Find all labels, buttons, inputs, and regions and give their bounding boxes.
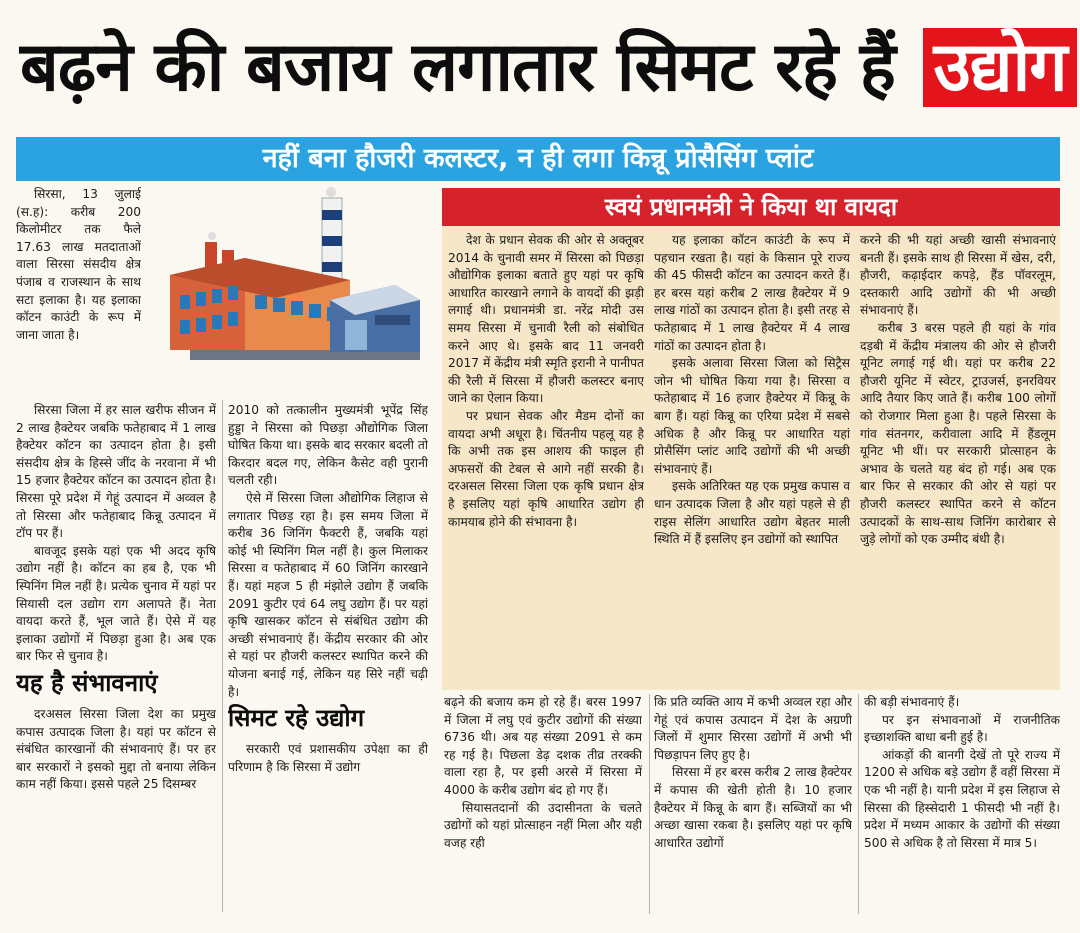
- paragraph: इसके अलावा सिरसा जिला को सिट्रैस जोन भी घोषित किया गया है। सिरसा व फतेहाबाद में 16 हजार हैक्टेयर में किन्नू के बाग हैं। यहां किन्नू का एरिया प्रदेश में सबसे अधिक है और किन्नू पर आधारित यहां प्रोसैसिंग प्लांट आदि उद्योगों की भी अच्छी संभावनाएं हैं।: [654, 356, 850, 476]
- paragraph: कि प्रति व्यक्ति आय में कभी अव्वल रहा और गेहूं एवं कपास उत्पादन में देश के अग्रणी जिलों में शुमार सिरसा उद्योगों में अभी भी पिछड़ापन लिए हुए है।: [654, 695, 852, 762]
- subheadline: नहीं बना हौजरी कलस्टर, न ही लगा किन्नू प्रोसैसिंग प्लांट: [16, 137, 1060, 181]
- paragraph: दरअसल सिरसा जिला देश का प्रमुख कपास उत्पादक जिला है। यहां पर कॉटन से संबंधित कारखानों की संभावनाएं हैं। पर हर बार सरकारों ने इसको मुद्दा तो बनाया लेकिन काम नहीं किया। इससे पहले 25 दिसम्बर: [16, 706, 216, 792]
- lower-column-3: [864, 694, 1060, 914]
- headline-main: बढ़ने की बजाय लगातार सिमट रहे हैं: [20, 28, 895, 107]
- paragraph: सिरसा जिला में हर साल खरीफ सीजन में 2 लाख हैक्टेयर जबकि फतेहाबाद में 1 लाख हैक्टेयर कॉटन का उत्पादन होता है। इसी संसदीय क्षेत्र के हिस्से जींद के नरवाना में भी 15 हजार हैक्टेयर कॉटन का उत्पादन होता है। सिरसा पूरे प्रदेश में गेहूं उत्पादन में अव्वल है तो सिरसा और फतेहाबाद किन्नू उत्पादन में टॉप पर हैं।: [16, 403, 216, 541]
- box-column-1: [448, 232, 644, 687]
- factory-icon: [150, 180, 425, 390]
- paragraph: सिरसा में हर बरस करीब 2 लाख हैक्टेयर में कपास की खेती होती है। 10 हजार हैक्टेयर में किन्नू के बाग हैं। सब्जियों का भी अच्छा खासा रकबा है। इसलिए यहां पर कृषि आधारित उद्योगों: [654, 765, 852, 850]
- subheading-shrinking-industries: सिमट रहे उद्योग: [228, 704, 365, 733]
- paragraph: की बड़ी संभावनाएं हैं।: [864, 695, 960, 709]
- box-title: स्वयं प्रधानमंत्री ने किया था वायदा: [442, 188, 1060, 226]
- paragraph: 2010 को तत्कालीन मुख्यमंत्री भूपेंद्र सिंह हुड्डा ने सिरसा को पिछड़ा औद्योगिक जिला घोषित किया था। इसके बाद सरकार बदली तो किरदार बदल गए, लेकिन कैसेट वही पुरानी चलती रही।: [228, 403, 428, 488]
- paragraph: करने की भी यहां अच्छी खासी संभावनाएं बनती हैं। इसके साथ ही सिरसा में खेस, दरी, हौजरी, कढ़ाईदार कपड़े, हैंड पॉवरलूम, दस्तकारी आदि उद्योगों की भी अच्छी संभावनाएं हैं।: [860, 233, 1056, 318]
- lower-column-1: [444, 694, 642, 914]
- article-column-1-lower: [16, 402, 216, 912]
- column-divider: [649, 694, 650, 914]
- paragraph: करीब 3 बरस पहले ही यहां के गांव दड़बी में केंद्रीय मंत्रालय की ओर से हौजरी यूनिट लगाई गई थी। यहां पर करीब 22 हौजरी यूनिट में स्वेटर, ट्राउजर्स, इनरवियर आदि तैयार किए जाते हैं। करीब 100 लोगों को रोजगार मिला हुआ है। पहले सिरसा के गांव संतनगर, करीवाला आदि में हैंडलूम यूनिट भी थीं। पर सरकारी प्रोत्साहन के अभाव के चलते यह बंद हो गई। अब एक बार फिर से सरकार की ओर से यहां पर हौजरी कलस्टर स्थापित करने से कॉटन उत्पादकों के साथ-साथ जिनिंग कारोबार से जुड़े लोगों को एक उम्मीद बंधी है।: [860, 320, 1056, 547]
- headline-highlight: उद्योग: [923, 28, 1076, 107]
- lower-column-2: [654, 694, 852, 914]
- paragraph: देश के प्रधान सेवक की ओर से अक्तूबर 2014 के चुनावी समर में सिरसा को पिछड़ा औद्योगिक इलाका बताते हुए यहां पर कृषि आधारित कारखाने लगाने के वायदों की झड़ी लगाई थी। प्रधानमंत्री डा. नरेंद्र मोदी उस समय सिरसा में चुनावी रैली को संबोधित करने आए थे। इसके बाद 11 जनवरी 2017 में केंद्रीय मंत्री स्मृति इरानी ने पानीपत की रैली में सिरसा में हौजरी कलस्टर बनाए जाने का ऐलान किया।: [448, 233, 644, 406]
- article-column-1: [16, 186, 141, 401]
- paragraph: इसके अतिरिक्त यह एक प्रमुख कपास व धान उत्पादक जिला है और यहां पहले से ही राइस सेलिंग आधारित उद्योग बेहतर माली स्थिति में हैं इसलिए इन उद्योगों को स्थापित: [654, 479, 850, 547]
- box-column-2: [654, 232, 850, 687]
- paragraph: पर इन संभावनाओं में राजनीतिक इच्छाशक्ति बाधा बनी हुई है।: [864, 712, 1060, 745]
- headline: [20, 18, 1070, 118]
- paragraph: बावजूद इसके यहां एक भी अदद कृषि उद्योग नहीं है। कॉटन का हब है, एक भी स्पिनिंग मिल नहीं है। प्रत्येक चुनाव में यहां पर सियासी दल उद्योग राग अलापते हैं। नेता वायदा करते हैं, भूल जाते हैं। ऐसे में यह इलाका उद्योगों में पिछड़ा हुआ है। अब एक बार फिर से चुनाव है।: [16, 543, 216, 664]
- box-column-3: [860, 232, 1056, 687]
- paragraph: सियासतदानों की उदासीनता के चलते उद्योगों को यहां प्रोत्साहन नहीं मिला और यही वजह रही: [444, 800, 642, 850]
- factory-illustration: [150, 180, 425, 390]
- dateline-paragraph: सिरसा, 13 जुलाई (स.ह): करीब 200 किलोमीटर तक फैले 17.63 लाख मतदाताओं वाला सिरसा संसदीय क्षेत्र पंजाब व राजस्थान के साथ सटा इलाका है। यह इलाका कॉटन काउंटी के रूप में जाना जाता है।: [16, 187, 141, 342]
- subheading-possibilities: यह है संभावनाएं: [16, 668, 158, 697]
- paragraph: ऐसे में सिरसा जिला औद्योगिक लिहाज से लगातार पिछड़ रहा है। इस समय जिला में करीब 36 जिनिंग फैक्टरी हैं, जबकि यहां कोई भी स्पिनिंग मिल नहीं है। कुल मिलाकर सिरसा व फतेहाबाद में 60 जिनिंग कारखाने हैं। यहां महज 5 ही मंझोले उद्योग हैं जबकि 2091 कुटीर एवं 64 लघु उद्योग हैं। पर यहां कृषि खासकर कॉटन से संबंधित उद्योग की अच्छी संभावनाएं हैं। केंद्रीय सरकार की ओर से यहां पर हौजरी कलस्टर स्थापित करने की योजना बनाई गई, लेकिन यह सिरे नहीं चढ़ी है।: [228, 490, 428, 699]
- paragraph: बढ़ने की बजाय कम हो रहे हैं। बरस 1997 में जिला में लघु एवं कुटीर उद्योगों की संख्या 6736 थी। अब यह संख्या 2091 से कम रह गई है। पिछला डेढ़ दशक तीव्र तरक्की वाला रहा है, पर इसी अरसे में सिरसा में 4000 के करीब उद्योग बंद हो गए हैं।: [444, 695, 642, 797]
- paragraph: यह इलाका कॉटन काउंटी के रूप में पहचान रखता है। यहां के किसान पूरे राज्य की 45 फीसदी कॉटन का उत्पादन करते हैं। हर बरस यहां करीब 2 लाख हैक्टेयर में 9 लाख गांठों का उत्पादन होता है। इसी तरह से फतेहाबाद में 1 लाख हैक्टेयर में 4 लाख गांठों का उत्पादन होता है।: [654, 233, 850, 353]
- paragraph: पर प्रधान सेवक और मैडम दोनों का वायदा अभी अधूरा है। चिंतनीय पहलू यह है कि अभी तक इस आशय की फाइल ही अफसरों की टेबल से आगे नहीं सरकी है। दरअसल सिरसा जिला एक कृषि प्रधान क्षेत्र है इसलिए यहां कृषि आधारित उद्योग ही कामयाब होने की संभावना है।: [448, 408, 644, 529]
- column-divider: [858, 694, 859, 914]
- column-divider: [222, 400, 223, 912]
- paragraph: सरकारी एवं प्रशासकीय उपेक्षा का ही परिणाम है कि सिरसा में उद्योग: [228, 742, 428, 774]
- paragraph: आंकड़ों की बानगी देखें तो पूरे राज्य में 1200 से अधिक बड़े उद्योग हैं वहीं सिरसा में एक भी नहीं है। यानी प्रदेश में इस लिहाज से सिरसा की हिस्सेदारी 1 फीसदी भी नहीं है। प्रदेश में मध्यम आकार के उद्योगों की संख्या 500 से अधिक है तो सिरसा में मात्र 5।: [864, 747, 1060, 850]
- article-column-2: [228, 402, 428, 912]
